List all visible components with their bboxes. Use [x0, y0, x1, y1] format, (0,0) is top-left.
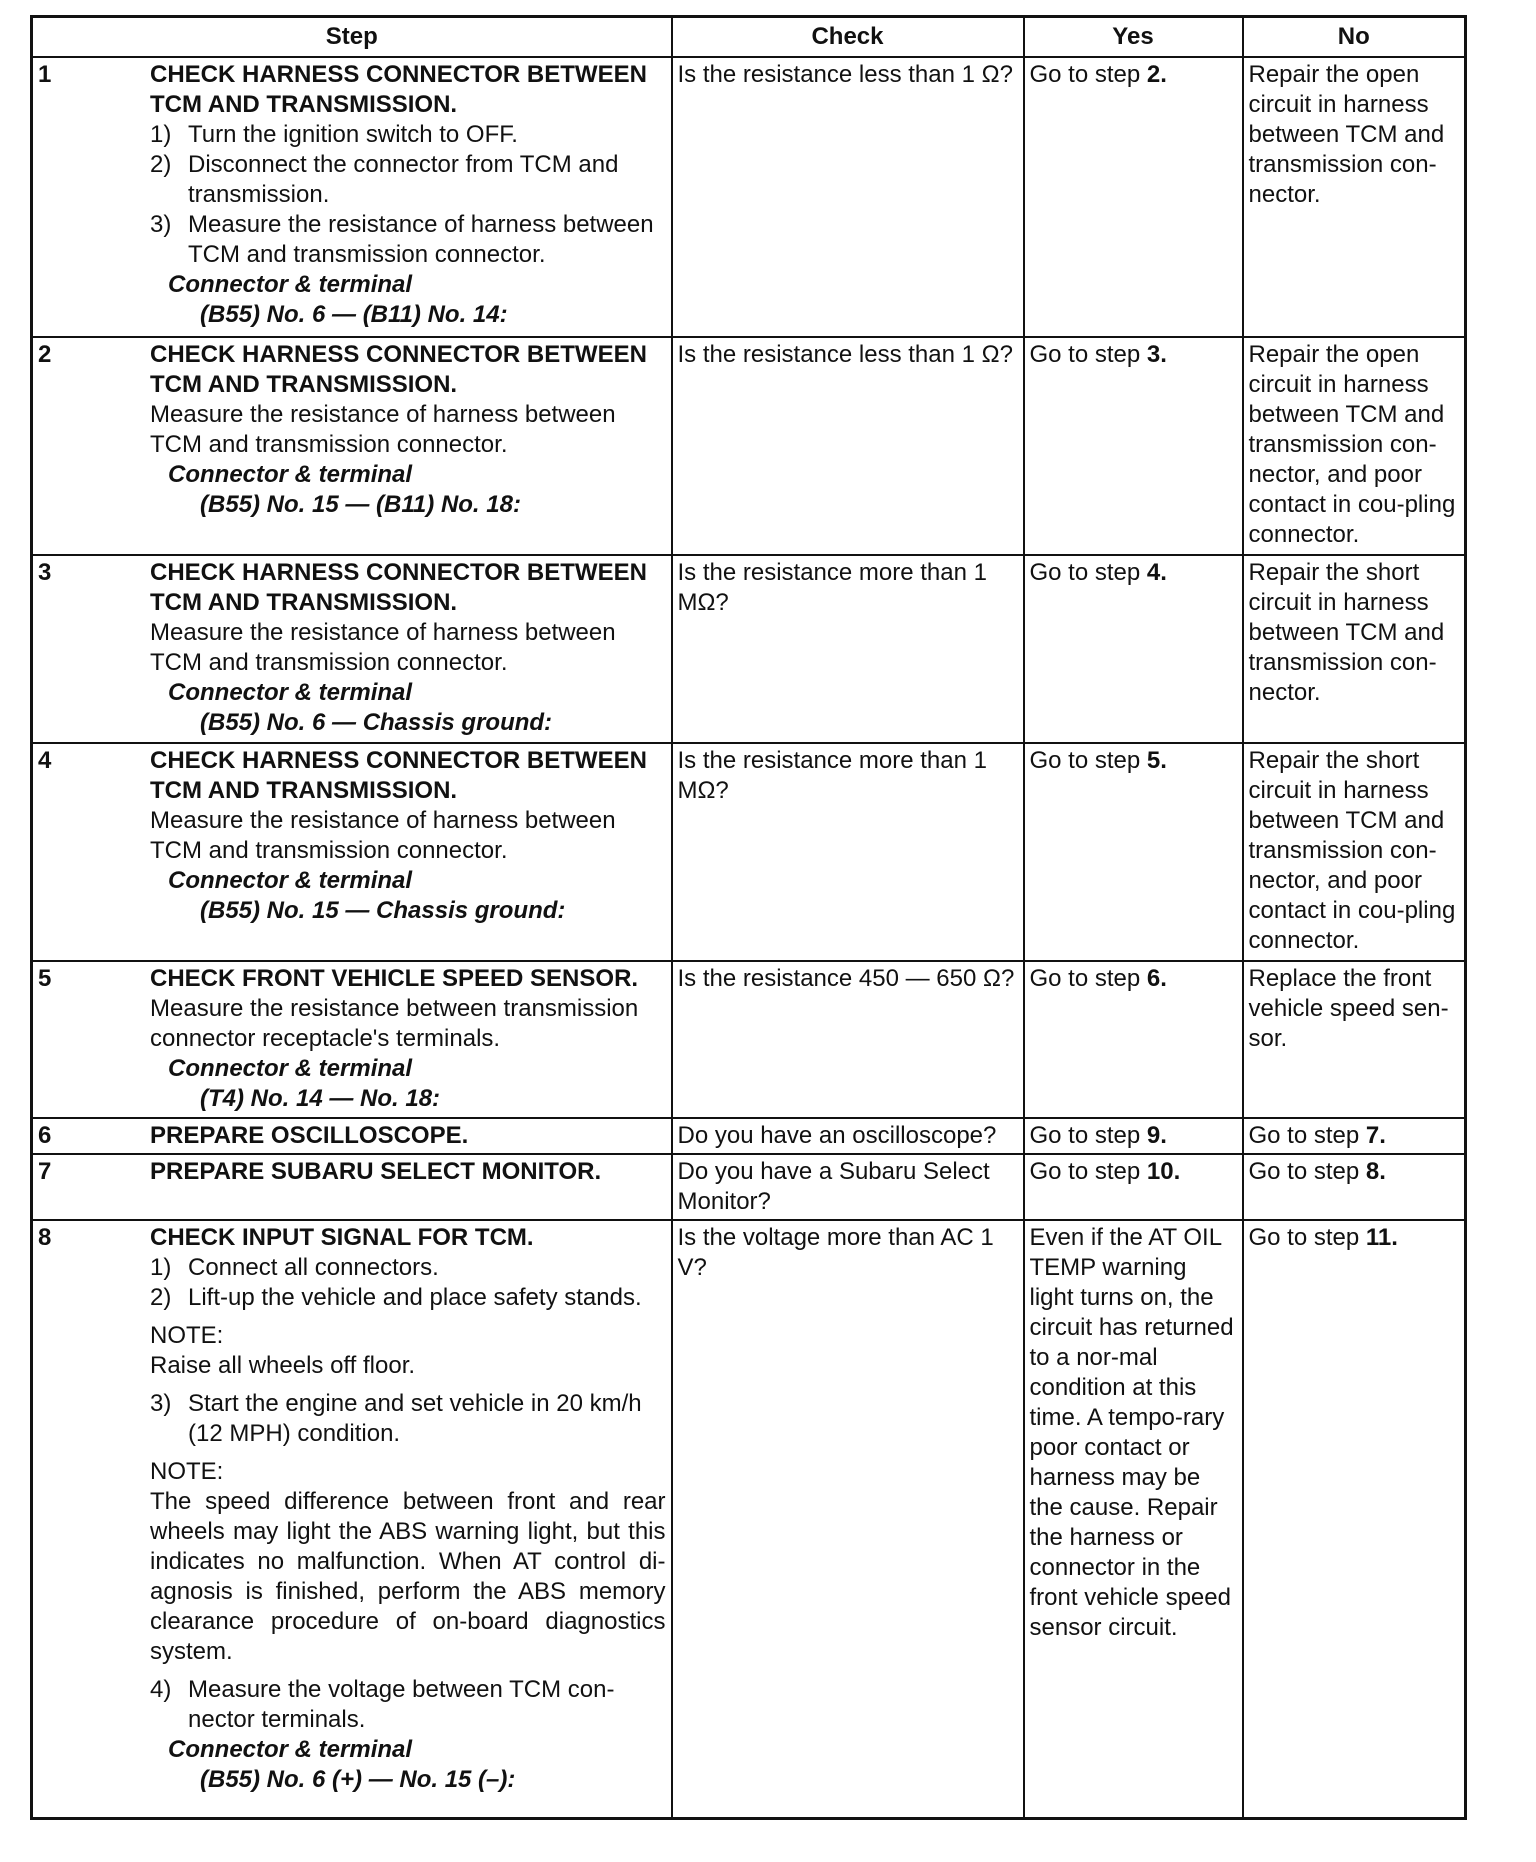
- connector-terminal-value: (B55) No. 6 (+) — No. 15 (–):: [200, 1766, 516, 1793]
- connector-terminal-value: (B55) No. 6 — (B11) No. 14:: [200, 301, 508, 328]
- no-cell: Go to step 11.: [1243, 1220, 1466, 1819]
- step-reference: 11.: [1365, 1224, 1398, 1251]
- table-row: [32, 555, 1466, 743]
- header-no: No: [1243, 17, 1466, 58]
- check-cell: Do you have an oscilloscope?: [672, 1118, 1024, 1154]
- step-cell: [32, 337, 672, 555]
- list-item: 1) Connect all connectors.: [150, 1254, 439, 1281]
- step-reference: 9.: [1146, 1122, 1167, 1149]
- yes-cell: Go to step 4.: [1024, 555, 1243, 743]
- step-number: 1: [38, 61, 52, 88]
- step-number: 6: [38, 1122, 52, 1149]
- step-cell: [32, 1220, 672, 1819]
- yes-cell: Go to step 10.: [1024, 1154, 1243, 1220]
- note-label: NOTE:: [150, 1458, 224, 1485]
- no-cell: Go to step 7.: [1243, 1118, 1466, 1154]
- step-title: CHECK INPUT SIGNAL FOR TCM.: [150, 1224, 534, 1251]
- table-row: [32, 961, 1466, 1118]
- step-instruction: Measure the resistance of harness between TCM and transmission connector.: [150, 401, 616, 458]
- note-text: The speed difference between front and rear wheels may light the ABS warning light, but this indicates no malfunction. When AT control di-agnosis is finished, perform the ABS memory clearance procedure of on-board diagnostics system.: [150, 1488, 666, 1665]
- step-cell: [32, 1118, 672, 1154]
- troubleshooting-sheet: [30, 15, 1464, 1820]
- yes-cell: Even if the AT OIL TEMP warning light turns on, the circuit has returned to a nor-mal condition at this time. A tempo-rary poor contact or harness may be the cause. Repair the harness or connector in the front vehicle speed sensor circuit.: [1024, 1220, 1243, 1819]
- header-step: Step: [32, 17, 672, 58]
- step-number: 7: [38, 1158, 52, 1185]
- no-cell: Go to step 8.: [1243, 1154, 1466, 1220]
- table-row: [32, 1220, 1466, 1819]
- connector-terminal-label: Connector & terminal: [168, 1055, 413, 1082]
- step-cell: [32, 555, 672, 743]
- step-number: 3: [38, 559, 52, 586]
- step-cell: [32, 57, 672, 337]
- step-reference: 8.: [1365, 1158, 1386, 1185]
- step-cell: [32, 743, 672, 961]
- no-cell: Repair the short circuit in harness between TCM and transmission con-nector.: [1243, 555, 1466, 743]
- yes-cell: Go to step 3.: [1024, 337, 1243, 555]
- step-title: CHECK HARNESS CONNECTOR BETWEEN TCM AND TRANSMISSION.: [150, 747, 647, 804]
- step-number: 8: [38, 1224, 52, 1251]
- check-cell: Is the resistance more than 1 MΩ?: [672, 555, 1024, 743]
- table-row: [32, 1154, 1466, 1220]
- no-cell: Replace the front vehicle speed sen-sor.: [1243, 961, 1466, 1118]
- list-item: 4) Measure the voltage between TCM con-nector terminals.: [150, 1676, 615, 1733]
- check-cell: Is the resistance less than 1 Ω?: [672, 337, 1024, 555]
- step-cell: [32, 961, 672, 1118]
- header-row: [32, 17, 1466, 58]
- check-cell: Is the resistance less than 1 Ω?: [672, 57, 1024, 337]
- table-row: [32, 337, 1466, 555]
- header-check: Check: [672, 17, 1024, 58]
- check-cell: Is the voltage more than AC 1 V?: [672, 1220, 1024, 1819]
- step-title: CHECK HARNESS CONNECTOR BETWEEN TCM AND TRANSMISSION.: [150, 61, 647, 118]
- step-instruction: Measure the resistance between transmission connector receptacle's terminals.: [150, 995, 639, 1052]
- yes-cell: Go to step 5.: [1024, 743, 1243, 961]
- list-item: 2) Disconnect the connector from TCM and transmission.: [150, 151, 619, 208]
- step-reference: 10.: [1146, 1158, 1181, 1185]
- step-title: CHECK FRONT VEHICLE SPEED SENSOR.: [150, 965, 639, 992]
- list-item: 3) Start the engine and set vehicle in 20 km/h (12 MPH) condition.: [150, 1390, 642, 1447]
- header-yes: Yes: [1024, 17, 1243, 58]
- connector-terminal-label: Connector & terminal: [168, 461, 413, 488]
- step-title: CHECK HARNESS CONNECTOR BETWEEN TCM AND TRANSMISSION.: [150, 559, 647, 616]
- step-number: 2: [38, 341, 52, 368]
- step-reference: 5.: [1146, 747, 1167, 774]
- note-text: Raise all wheels off floor.: [150, 1352, 416, 1379]
- check-cell: Is the resistance more than 1 MΩ?: [672, 743, 1024, 961]
- step-number: 4: [38, 747, 52, 774]
- step-cell: [32, 1154, 672, 1220]
- connector-terminal-label: Connector & terminal: [168, 1736, 413, 1763]
- yes-cell: Go to step 6.: [1024, 961, 1243, 1118]
- yes-cell: Go to step 2.: [1024, 57, 1243, 337]
- yes-cell: Go to step 9.: [1024, 1118, 1243, 1154]
- table-row: [32, 1118, 1466, 1154]
- step-reference: 3.: [1146, 341, 1167, 368]
- step-title: CHECK HARNESS CONNECTOR BETWEEN TCM AND TRANSMISSION.: [150, 341, 647, 398]
- connector-terminal-label: Connector & terminal: [168, 271, 413, 298]
- list-item: 1) Turn the ignition switch to OFF.: [150, 121, 518, 148]
- step-reference: 4.: [1146, 559, 1167, 586]
- check-cell: Is the resistance 450 — 650 Ω?: [672, 961, 1024, 1118]
- connector-terminal-value: (T4) No. 14 — No. 18:: [200, 1085, 441, 1112]
- step-instruction: Measure the resistance of harness between TCM and transmission connector.: [150, 807, 616, 864]
- no-cell: Repair the open circuit in harness between TCM and transmission con-nector, and poor contact in cou-pling connector.: [1243, 337, 1466, 555]
- note-label: NOTE:: [150, 1322, 224, 1349]
- list-item: 3) Measure the resistance of harness between TCM and transmission connector.: [150, 211, 654, 268]
- table-row: [32, 57, 1466, 337]
- step-instruction: Measure the resistance of harness between TCM and transmission connector.: [150, 619, 616, 676]
- step-reference: 7.: [1365, 1122, 1386, 1149]
- list-item: 2) Lift-up the vehicle and place safety stands.: [150, 1284, 642, 1311]
- no-cell: Repair the open circuit in harness between TCM and transmission con-nector.: [1243, 57, 1466, 337]
- step-title: PREPARE OSCILLOSCOPE.: [150, 1122, 469, 1149]
- no-cell: Repair the short circuit in harness between TCM and transmission con-nector, and poor contact in cou-pling connector.: [1243, 743, 1466, 961]
- connector-terminal-value: (B55) No. 15 — Chassis ground:: [200, 897, 566, 924]
- check-cell: Do you have a Subaru Select Monitor?: [672, 1154, 1024, 1220]
- diagnostic-table: [30, 15, 1467, 1820]
- connector-terminal-value: (B55) No. 6 — Chassis ground:: [200, 709, 553, 736]
- step-number: 5: [38, 965, 52, 992]
- connector-terminal-label: Connector & terminal: [168, 679, 413, 706]
- step-reference: 2.: [1146, 61, 1167, 88]
- table-row: [32, 743, 1466, 961]
- connector-terminal-label: Connector & terminal: [168, 867, 413, 894]
- step-reference: 6.: [1146, 965, 1167, 992]
- connector-terminal-value: (B55) No. 15 — (B11) No. 18:: [200, 491, 521, 518]
- step-title: PREPARE SUBARU SELECT MONITOR.: [150, 1158, 602, 1185]
